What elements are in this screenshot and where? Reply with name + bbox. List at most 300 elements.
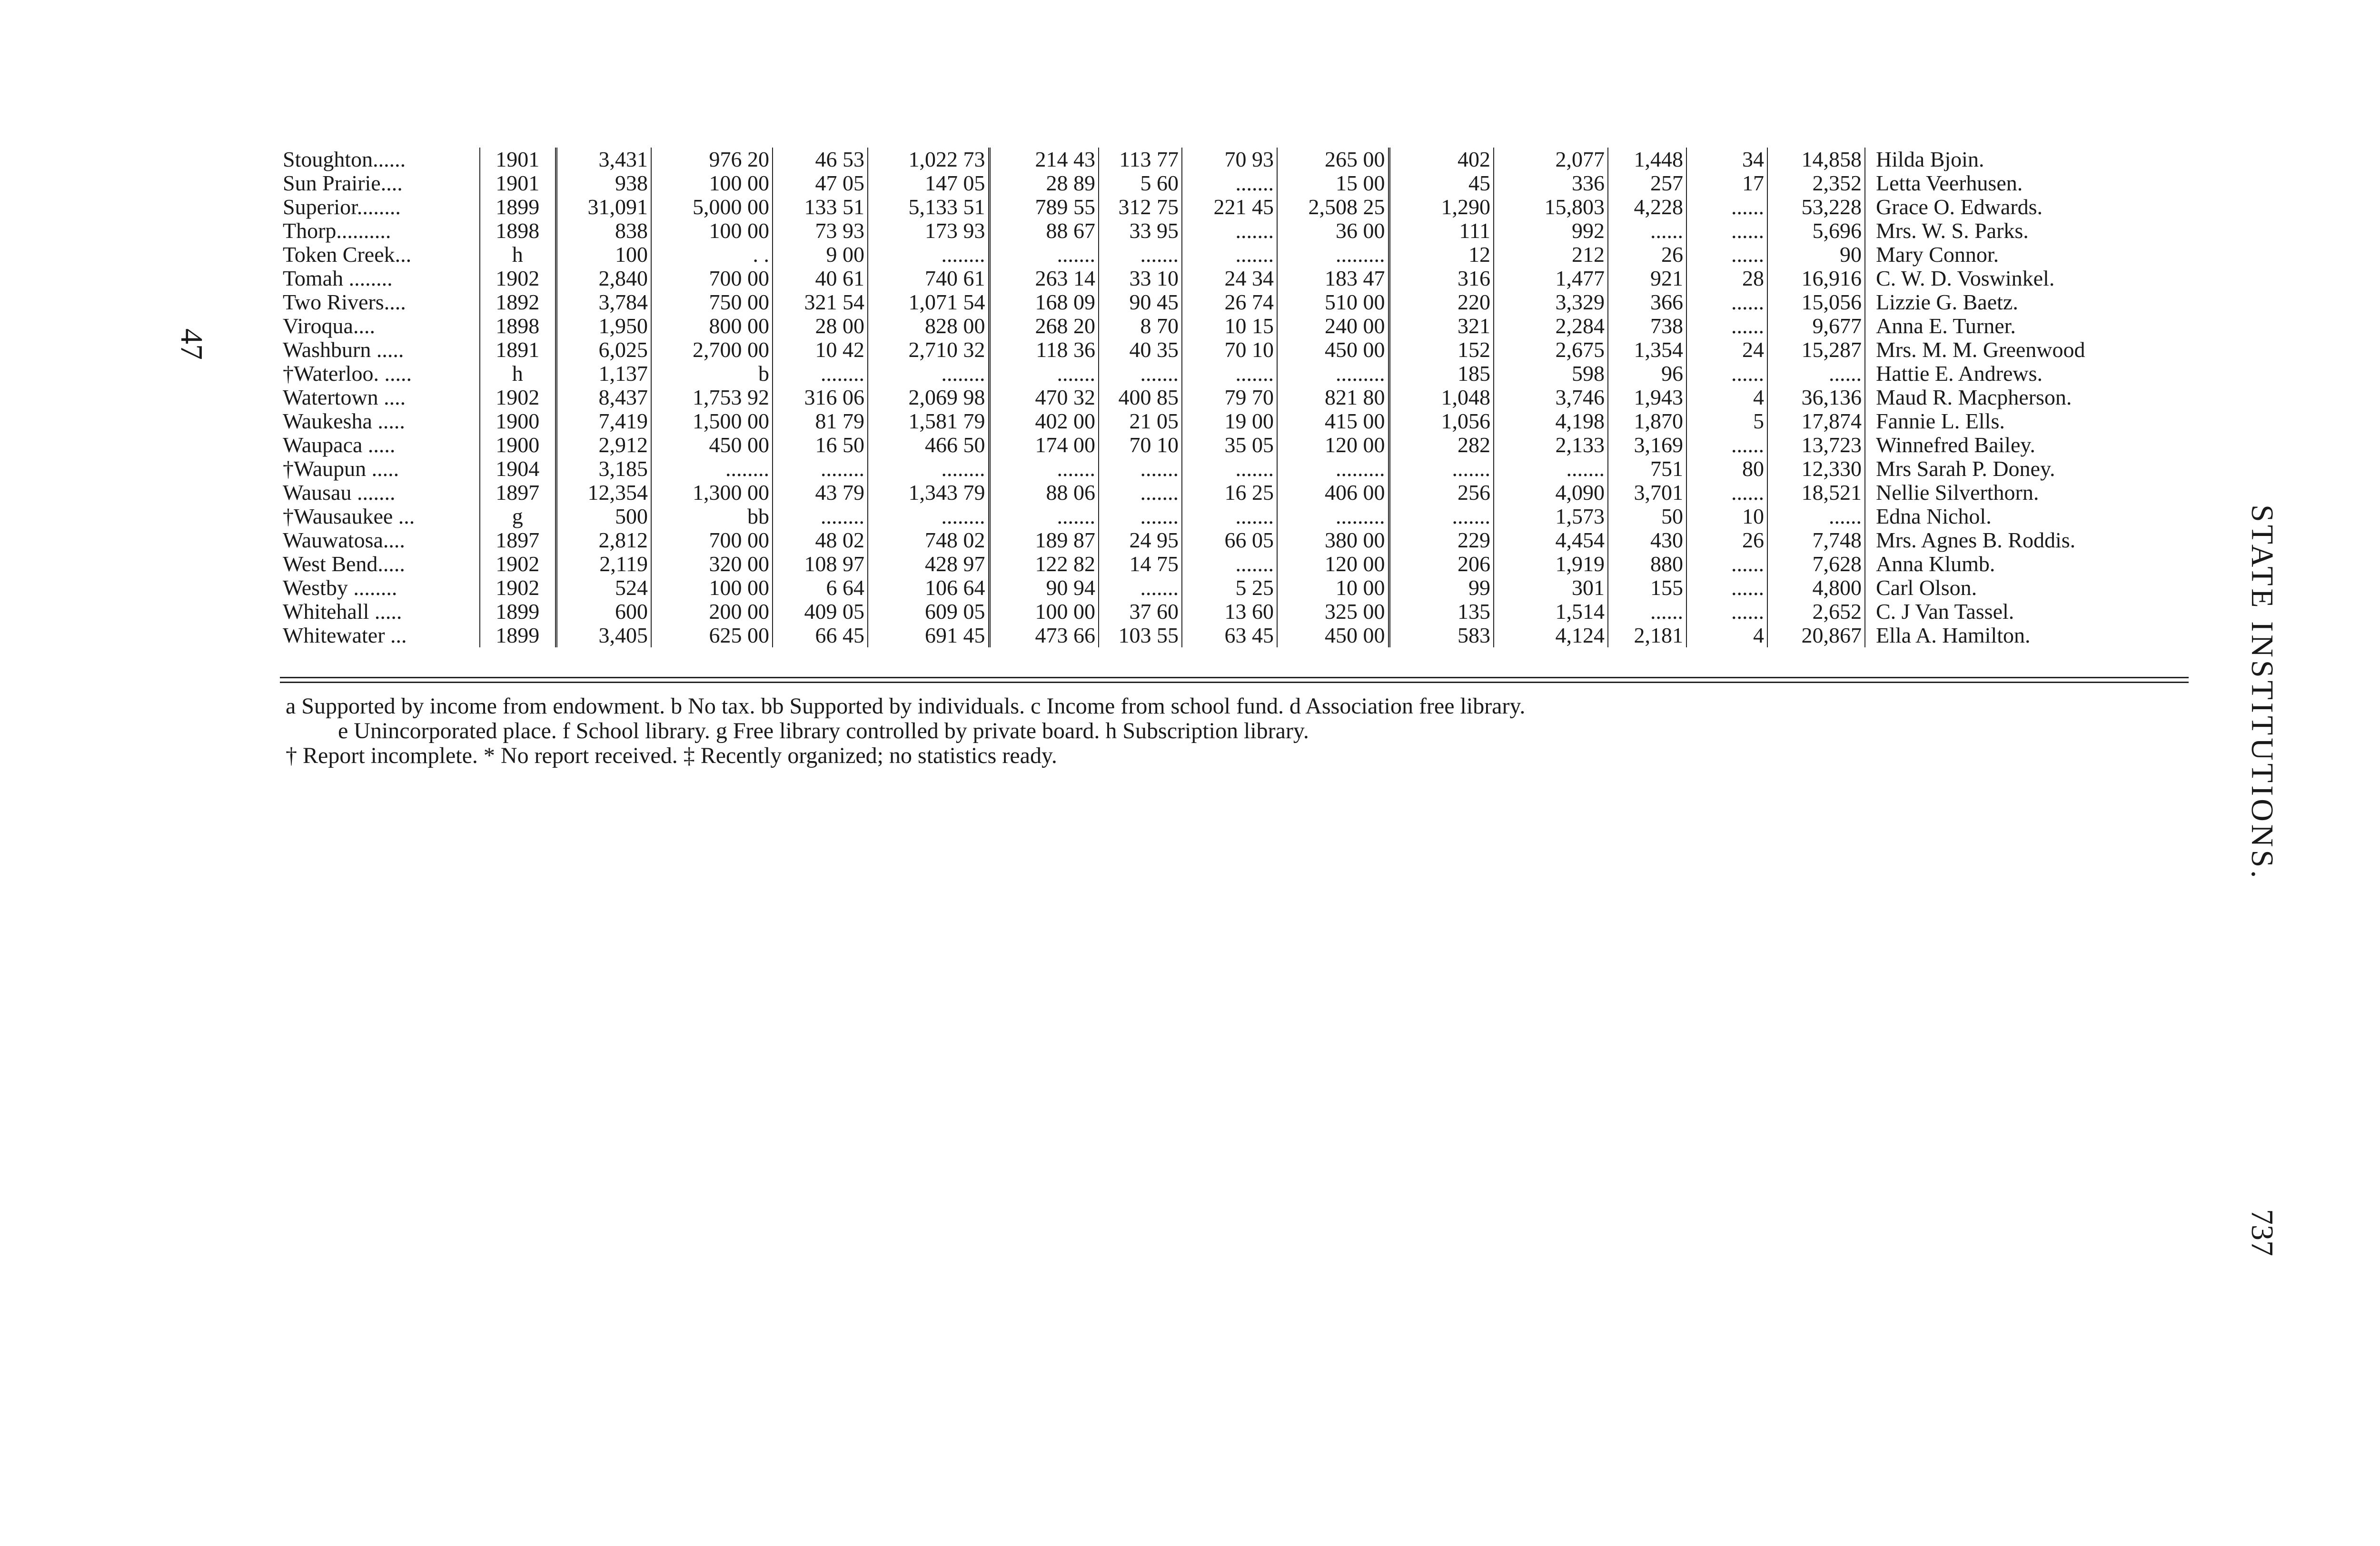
librarian-salary-cell: 821 80 — [1277, 386, 1389, 409]
total-receipts-cell: 1,581 79 — [868, 409, 989, 433]
circulation-cell: 12,330 — [1767, 457, 1865, 481]
appropriation-cell: 700 00 — [651, 528, 773, 552]
librarian-name-cell: Grace O. Edwards. — [1876, 195, 2043, 219]
pamphlets-cell: 738 — [1608, 314, 1686, 338]
salaries-misc-cell: 35 05 — [1182, 433, 1277, 457]
table-row — [280, 409, 2132, 433]
year-established-cell: 1892 — [480, 290, 556, 314]
librarian-name-cell: Mrs. W. S. Parks. — [1876, 219, 2029, 243]
other-receipts-cell: 40 61 — [773, 267, 868, 290]
circulation-cell: 15,056 — [1767, 290, 1865, 314]
librarian-salary-cell: 265 00 — [1277, 148, 1389, 171]
population-cell: 1,137 — [556, 362, 651, 386]
table-bottom-rule-double — [280, 682, 2189, 683]
appropriation-cell: . . — [651, 243, 773, 267]
pamphlets-cell: 1,448 — [1608, 148, 1686, 171]
librarian-name-cell: Anna E. Turner. — [1876, 314, 2016, 338]
volumes-lost-cell: ...... — [1686, 576, 1767, 600]
pamphlets-cell: 3,169 — [1608, 433, 1686, 457]
pamphlets-cell: 26 — [1608, 243, 1686, 267]
table-row — [280, 624, 2132, 647]
salaries-misc-cell: ....... — [1182, 219, 1277, 243]
population-cell: 3,431 — [556, 148, 651, 171]
pamphlets-cell: 1,943 — [1608, 386, 1686, 409]
binding-expense-cell: ....... — [1099, 362, 1182, 386]
librarian-salary-cell: 120 00 — [1277, 552, 1389, 576]
librarian-name-cell: Mary Connor. — [1876, 243, 1999, 267]
pamphlets-cell: 430 — [1608, 528, 1686, 552]
salaries-misc-cell: ....... — [1182, 362, 1277, 386]
year-established-cell: 1899 — [480, 195, 556, 219]
appropriation-cell: 100 00 — [651, 576, 773, 600]
other-receipts-cell: 46 53 — [773, 148, 868, 171]
volumes-lost-cell: ...... — [1686, 314, 1767, 338]
total-receipts-cell: 106 64 — [868, 576, 989, 600]
librarian-salary-cell: 120 00 — [1277, 433, 1389, 457]
librarian-name-cell: Mrs. Agnes B. Roddis. — [1876, 528, 2076, 552]
total-receipts-cell: ........ — [868, 505, 989, 528]
other-receipts-cell: ........ — [773, 457, 868, 481]
year-established-cell: 1900 — [480, 409, 556, 433]
volumes-total-cell: 4,090 — [1494, 481, 1608, 505]
binding-expense-cell: ....... — [1099, 576, 1182, 600]
other-receipts-cell: 48 02 — [773, 528, 868, 552]
appropriation-cell: 1,753 92 — [651, 386, 773, 409]
volumes-lost-cell: 24 — [1686, 338, 1767, 362]
other-receipts-cell: 47 05 — [773, 171, 868, 195]
page-number: 47 — [174, 328, 209, 360]
salaries-misc-cell: 26 74 — [1182, 290, 1277, 314]
books-expense-cell: 268 20 — [989, 314, 1099, 338]
population-cell: 31,091 — [556, 195, 651, 219]
table-row — [280, 576, 2132, 600]
town-name-cell: Waukesha ..... — [280, 409, 480, 433]
pamphlets-cell: 880 — [1608, 552, 1686, 576]
population-cell: 3,784 — [556, 290, 651, 314]
total-receipts-cell: 2,069 98 — [868, 386, 989, 409]
appropriation-cell: 100 00 — [651, 219, 773, 243]
librarian-salary-cell: 240 00 — [1277, 314, 1389, 338]
total-receipts-cell: 609 05 — [868, 600, 989, 624]
books-expense-cell: 168 09 — [989, 290, 1099, 314]
other-receipts-cell: 66 45 — [773, 624, 868, 647]
volumes-lost-cell: 4 — [1686, 386, 1767, 409]
librarian-name-cell: Letta Veerhusen. — [1876, 171, 2023, 195]
volumes-added-cell: 99 — [1389, 576, 1494, 600]
binding-expense-cell: 113 77 — [1099, 148, 1182, 171]
volumes-lost-cell: 5 — [1686, 409, 1767, 433]
volumes-added-cell: 282 — [1389, 433, 1494, 457]
volumes-lost-cell: ...... — [1686, 362, 1767, 386]
appropriation-cell: 200 00 — [651, 600, 773, 624]
table-row — [280, 243, 2132, 267]
total-receipts-cell: 428 97 — [868, 552, 989, 576]
table-row — [280, 219, 2132, 243]
other-receipts-cell: 9 00 — [773, 243, 868, 267]
books-expense-cell: 789 55 — [989, 195, 1099, 219]
volumes-added-cell: 45 — [1389, 171, 1494, 195]
librarian-name-cell: Fannie L. Ells. — [1876, 409, 2005, 433]
volumes-total-cell: 3,746 — [1494, 386, 1608, 409]
year-established-cell: 1902 — [480, 267, 556, 290]
table-row — [280, 314, 2132, 338]
salaries-misc-cell: 70 10 — [1182, 338, 1277, 362]
volumes-lost-cell: 26 — [1686, 528, 1767, 552]
books-expense-cell: 470 32 — [989, 386, 1099, 409]
appropriation-cell: 976 20 — [651, 148, 773, 171]
table-row — [280, 171, 2132, 195]
librarian-salary-cell: 36 00 — [1277, 219, 1389, 243]
volumes-total-cell: 1,514 — [1494, 600, 1608, 624]
table-row — [280, 290, 2132, 314]
appropriation-cell: 1,300 00 — [651, 481, 773, 505]
pamphlets-cell: 50 — [1608, 505, 1686, 528]
salaries-misc-cell: 66 05 — [1182, 528, 1277, 552]
town-name-cell: Thorp.......... — [280, 219, 480, 243]
salaries-misc-cell: 79 70 — [1182, 386, 1277, 409]
volumes-lost-cell: ...... — [1686, 219, 1767, 243]
town-name-cell: Wausau ....... — [280, 481, 480, 505]
town-name-cell: Viroqua.... — [280, 314, 480, 338]
volumes-added-cell: 220 — [1389, 290, 1494, 314]
table-row — [280, 528, 2132, 552]
appropriation-cell: 320 00 — [651, 552, 773, 576]
volumes-lost-cell: ...... — [1686, 243, 1767, 267]
population-cell: 7,419 — [556, 409, 651, 433]
books-expense-cell: 402 00 — [989, 409, 1099, 433]
volumes-total-cell: ....... — [1494, 457, 1608, 481]
volumes-total-cell: 301 — [1494, 576, 1608, 600]
pamphlets-cell: ...... — [1608, 219, 1686, 243]
binding-expense-cell: 33 95 — [1099, 219, 1182, 243]
year-established-cell: 1902 — [480, 576, 556, 600]
circulation-cell: 9,677 — [1767, 314, 1865, 338]
year-established-cell: 1897 — [480, 528, 556, 552]
circulation-cell: 17,874 — [1767, 409, 1865, 433]
binding-expense-cell: ....... — [1099, 243, 1182, 267]
books-expense-cell: 189 87 — [989, 528, 1099, 552]
volumes-lost-cell: ...... — [1686, 552, 1767, 576]
town-name-cell: Stoughton...... — [280, 148, 480, 171]
population-cell: 1,950 — [556, 314, 651, 338]
year-established-cell: 1900 — [480, 433, 556, 457]
librarian-name-cell: C. J Van Tassel. — [1876, 600, 2014, 624]
table-row — [280, 600, 2132, 624]
binding-expense-cell: 14 75 — [1099, 552, 1182, 576]
footnotes — [286, 694, 1525, 768]
books-expense-cell: ....... — [989, 505, 1099, 528]
volumes-lost-cell: 17 — [1686, 171, 1767, 195]
year-established-cell: 1902 — [480, 386, 556, 409]
pamphlets-cell: 3,701 — [1608, 481, 1686, 505]
population-cell: 2,912 — [556, 433, 651, 457]
year-established-cell: 1898 — [480, 219, 556, 243]
total-receipts-cell: 828 00 — [868, 314, 989, 338]
volumes-total-cell: 212 — [1494, 243, 1608, 267]
binding-expense-cell: 5 60 — [1099, 171, 1182, 195]
total-receipts-cell: 466 50 — [868, 433, 989, 457]
total-receipts-cell: 147 05 — [868, 171, 989, 195]
other-receipts-cell: ........ — [773, 362, 868, 386]
population-cell: 500 — [556, 505, 651, 528]
year-established-cell: 1901 — [480, 148, 556, 171]
circulation-cell: 18,521 — [1767, 481, 1865, 505]
librarian-salary-cell: 450 00 — [1277, 624, 1389, 647]
librarian-name-cell: Lizzie G. Baetz. — [1876, 290, 2018, 314]
librarian-salary-cell: ......... — [1277, 457, 1389, 481]
volumes-total-cell: 598 — [1494, 362, 1608, 386]
librarian-name-cell: Winnefred Bailey. — [1876, 433, 2035, 457]
other-receipts-cell: 6 64 — [773, 576, 868, 600]
total-receipts-cell: 1,343 79 — [868, 481, 989, 505]
volumes-lost-cell: ...... — [1686, 433, 1767, 457]
circulation-cell: 4,800 — [1767, 576, 1865, 600]
binding-expense-cell: 21 05 — [1099, 409, 1182, 433]
binding-expense-cell: ....... — [1099, 457, 1182, 481]
town-name-cell: Whitewater ... — [280, 624, 480, 647]
librarian-salary-cell: 10 00 — [1277, 576, 1389, 600]
year-established-cell: 1904 — [480, 457, 556, 481]
librarian-name-cell: C. W. D. Voswinkel. — [1876, 267, 2055, 290]
librarian-name-cell: Nellie Silverthorn. — [1876, 481, 2039, 505]
librarian-name-cell: Mrs Sarah P. Doney. — [1876, 457, 2055, 481]
total-receipts-cell: 740 61 — [868, 267, 989, 290]
circulation-cell: 20,867 — [1767, 624, 1865, 647]
volumes-lost-cell: ...... — [1686, 290, 1767, 314]
volumes-added-cell: 256 — [1389, 481, 1494, 505]
binding-expense-cell: ....... — [1099, 505, 1182, 528]
population-cell: 2,840 — [556, 267, 651, 290]
salaries-misc-cell: ....... — [1182, 457, 1277, 481]
binding-expense-cell: 40 35 — [1099, 338, 1182, 362]
volumes-lost-cell: ...... — [1686, 481, 1767, 505]
table-row — [280, 505, 2132, 528]
town-name-cell: Westby ........ — [280, 576, 480, 600]
binding-expense-cell: 90 45 — [1099, 290, 1182, 314]
table-row — [280, 362, 2132, 386]
volumes-total-cell: 1,477 — [1494, 267, 1608, 290]
pamphlets-cell: 1,870 — [1608, 409, 1686, 433]
appropriation-cell: ........ — [651, 457, 773, 481]
volumes-lost-cell: 80 — [1686, 457, 1767, 481]
town-name-cell: Wauwatosa.... — [280, 528, 480, 552]
year-established-cell: h — [480, 362, 556, 386]
volumes-added-cell: 1,290 — [1389, 195, 1494, 219]
volumes-total-cell: 2,133 — [1494, 433, 1608, 457]
total-receipts-cell: 1,022 73 — [868, 148, 989, 171]
population-cell: 12,354 — [556, 481, 651, 505]
table-row — [280, 338, 2132, 362]
salaries-misc-cell: 10 15 — [1182, 314, 1277, 338]
circulation-cell: 7,628 — [1767, 552, 1865, 576]
librarian-salary-cell: 450 00 — [1277, 338, 1389, 362]
binding-expense-cell: 33 10 — [1099, 267, 1182, 290]
town-name-cell: West Bend..... — [280, 552, 480, 576]
population-cell: 2,119 — [556, 552, 651, 576]
total-receipts-cell: 1,071 54 — [868, 290, 989, 314]
town-name-cell: †Wausaukee ... — [280, 505, 480, 528]
salaries-misc-cell: 221 45 — [1182, 195, 1277, 219]
librarian-name-cell: Anna Klumb. — [1876, 552, 1995, 576]
other-receipts-cell: 409 05 — [773, 600, 868, 624]
other-receipts-cell: 81 79 — [773, 409, 868, 433]
volumes-total-cell: 4,454 — [1494, 528, 1608, 552]
town-name-cell: Washburn ..... — [280, 338, 480, 362]
books-expense-cell: 174 00 — [989, 433, 1099, 457]
total-receipts-cell: 748 02 — [868, 528, 989, 552]
other-receipts-cell: ........ — [773, 505, 868, 528]
volumes-total-cell: 336 — [1494, 171, 1608, 195]
books-expense-cell: 122 82 — [989, 552, 1099, 576]
appropriation-cell: 450 00 — [651, 433, 773, 457]
town-name-cell: †Waupun ..... — [280, 457, 480, 481]
librarian-salary-cell: 415 00 — [1277, 409, 1389, 433]
town-name-cell: Two Rivers.... — [280, 290, 480, 314]
circulation-cell: 14,858 — [1767, 148, 1865, 171]
pamphlets-cell: 96 — [1608, 362, 1686, 386]
population-cell: 100 — [556, 243, 651, 267]
salaries-misc-cell: 70 93 — [1182, 148, 1277, 171]
books-expense-cell: 100 00 — [989, 600, 1099, 624]
binding-expense-cell: 8 70 — [1099, 314, 1182, 338]
books-expense-cell: 473 66 — [989, 624, 1099, 647]
other-receipts-cell: 321 54 — [773, 290, 868, 314]
books-expense-cell: 28 89 — [989, 171, 1099, 195]
table-bottom-rule — [280, 677, 2189, 678]
binding-expense-cell: ....... — [1099, 481, 1182, 505]
town-name-cell: Whitehall ..... — [280, 600, 480, 624]
other-receipts-cell: 73 93 — [773, 219, 868, 243]
volumes-added-cell: 229 — [1389, 528, 1494, 552]
year-established-cell: 1898 — [480, 314, 556, 338]
year-established-cell: g — [480, 505, 556, 528]
year-established-cell: 1897 — [480, 481, 556, 505]
binding-expense-cell: 400 85 — [1099, 386, 1182, 409]
librarian-salary-cell: 406 00 — [1277, 481, 1389, 505]
volumes-added-cell: ....... — [1389, 505, 1494, 528]
footnote-line: † Report incomplete. * No report received. ‡ Recently organized; no statistics ready. — [286, 743, 1057, 768]
pamphlets-cell: 1,354 — [1608, 338, 1686, 362]
salaries-misc-cell: 19 00 — [1182, 409, 1277, 433]
other-receipts-cell: 108 97 — [773, 552, 868, 576]
population-cell: 600 — [556, 600, 651, 624]
books-expense-cell: ....... — [989, 243, 1099, 267]
appropriation-cell: 625 00 — [651, 624, 773, 647]
volumes-lost-cell: 4 — [1686, 624, 1767, 647]
volumes-added-cell: 316 — [1389, 267, 1494, 290]
books-expense-cell: 263 14 — [989, 267, 1099, 290]
volumes-added-cell: 583 — [1389, 624, 1494, 647]
appropriation-cell: 800 00 — [651, 314, 773, 338]
town-name-cell: Token Creek... — [280, 243, 480, 267]
salaries-misc-cell: ....... — [1182, 243, 1277, 267]
volumes-added-cell: 206 — [1389, 552, 1494, 576]
salaries-misc-cell: 63 45 — [1182, 624, 1277, 647]
year-established-cell: 1901 — [480, 171, 556, 195]
population-cell: 8,437 — [556, 386, 651, 409]
salaries-misc-cell: 16 25 — [1182, 481, 1277, 505]
circulation-cell: ...... — [1767, 362, 1865, 386]
volumes-total-cell: 1,573 — [1494, 505, 1608, 528]
salaries-misc-cell: ....... — [1182, 505, 1277, 528]
librarian-salary-cell: 183 47 — [1277, 267, 1389, 290]
circulation-cell: 2,352 — [1767, 171, 1865, 195]
table-row — [280, 386, 2132, 409]
year-established-cell: 1891 — [480, 338, 556, 362]
population-cell: 3,185 — [556, 457, 651, 481]
appropriation-cell: 100 00 — [651, 171, 773, 195]
circulation-cell: ...... — [1767, 505, 1865, 528]
books-expense-cell: 214 43 — [989, 148, 1099, 171]
volumes-lost-cell: 28 — [1686, 267, 1767, 290]
library-statistics-table — [280, 148, 2132, 647]
circulation-cell: 53,228 — [1767, 195, 1865, 219]
volumes-total-cell: 15,803 — [1494, 195, 1608, 219]
appropriation-cell: 700 00 — [651, 267, 773, 290]
librarian-name-cell: Hattie E. Andrews. — [1876, 362, 2043, 386]
table-row — [280, 433, 2132, 457]
circulation-cell: 90 — [1767, 243, 1865, 267]
librarian-name-cell: Mrs. M. M. Greenwood — [1876, 338, 2085, 362]
volumes-lost-cell: 34 — [1686, 148, 1767, 171]
volumes-total-cell: 4,124 — [1494, 624, 1608, 647]
binding-expense-cell: 37 60 — [1099, 600, 1182, 624]
other-receipts-cell: 316 06 — [773, 386, 868, 409]
population-cell: 6,025 — [556, 338, 651, 362]
footnote-line: e Unincorporated place. f School library. g Free library controlled by private board. h Subscription library. — [338, 718, 1309, 743]
salaries-misc-cell: ....... — [1182, 171, 1277, 195]
table-row — [280, 195, 2132, 219]
appropriation-cell: 2,700 00 — [651, 338, 773, 362]
librarian-name-cell: Carl Olson. — [1876, 576, 1977, 600]
population-cell: 838 — [556, 219, 651, 243]
other-receipts-cell: 16 50 — [773, 433, 868, 457]
volumes-added-cell: 402 — [1389, 148, 1494, 171]
population-cell: 3,405 — [556, 624, 651, 647]
volumes-total-cell: 1,919 — [1494, 552, 1608, 576]
volumes-added-cell: 1,048 — [1389, 386, 1494, 409]
population-cell: 2,812 — [556, 528, 651, 552]
librarian-name-cell: Maud R. Macpherson. — [1876, 386, 2072, 409]
salaries-misc-cell: ....... — [1182, 552, 1277, 576]
circulation-cell: 16,916 — [1767, 267, 1865, 290]
volumes-total-cell: 3,329 — [1494, 290, 1608, 314]
librarian-salary-cell: ......... — [1277, 362, 1389, 386]
salaries-misc-cell: 5 25 — [1182, 576, 1277, 600]
circulation-cell: 36,136 — [1767, 386, 1865, 409]
salaries-misc-cell: 24 34 — [1182, 267, 1277, 290]
appropriation-cell: bb — [651, 505, 773, 528]
volumes-total-cell: 2,077 — [1494, 148, 1608, 171]
pamphlets-cell: 366 — [1608, 290, 1686, 314]
other-receipts-cell: 43 79 — [773, 481, 868, 505]
total-receipts-cell: ........ — [868, 457, 989, 481]
pamphlets-cell: 257 — [1608, 171, 1686, 195]
volumes-added-cell: 321 — [1389, 314, 1494, 338]
town-name-cell: Superior........ — [280, 195, 480, 219]
circulation-cell: 7,748 — [1767, 528, 1865, 552]
year-established-cell: 1899 — [480, 600, 556, 624]
circulation-cell: 5,696 — [1767, 219, 1865, 243]
appropriation-cell: 750 00 — [651, 290, 773, 314]
total-receipts-cell: ........ — [868, 362, 989, 386]
pamphlets-cell: 921 — [1608, 267, 1686, 290]
librarian-salary-cell: 15 00 — [1277, 171, 1389, 195]
total-receipts-cell: 5,133 51 — [868, 195, 989, 219]
volumes-added-cell: ....... — [1389, 457, 1494, 481]
librarian-name-cell: Edna Nichol. — [1876, 505, 1992, 528]
table-row — [280, 552, 2132, 576]
